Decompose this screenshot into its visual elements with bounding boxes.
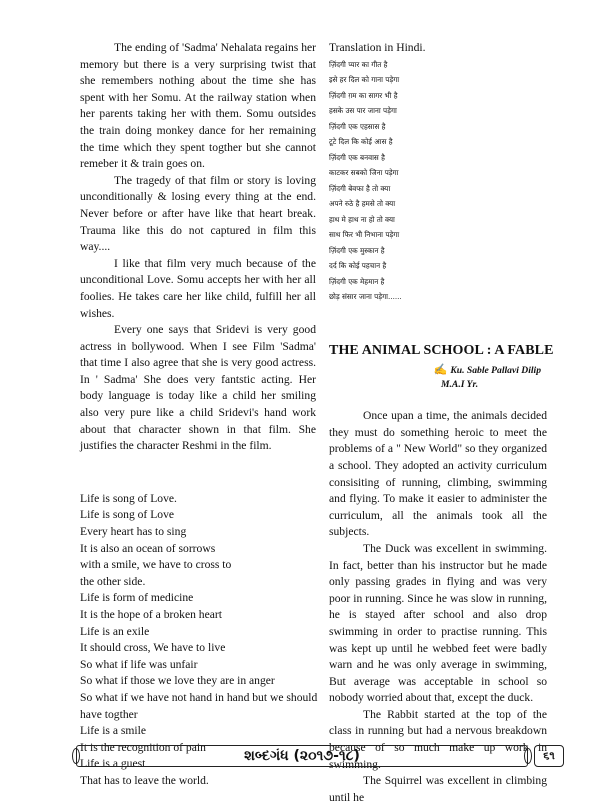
translation-heading: Translation in Hindi.	[329, 41, 426, 54]
hindi-line: दर्द कि कोई पहचान है	[329, 261, 387, 271]
poem-line: It should cross, We have to live	[80, 641, 226, 655]
poem-line: Life is song of Love	[80, 508, 175, 522]
poem-line: So what if we have not hand in hand but we should	[80, 690, 318, 704]
poem-line: Life is a guest	[80, 757, 146, 771]
hindi-line: ज़िंदगी एक बनवास है	[329, 152, 385, 162]
poem-line: So what if life was unfair	[80, 657, 198, 671]
hindi-line: हसके उस पार जाना पड़ेगा	[329, 106, 397, 116]
poem-line: It is the hope of a broken heart	[80, 608, 222, 621]
author-name: Ku. Sable Pallavi Dilip	[450, 365, 541, 377]
hindi-line: टूटे दिल कि कोई आस है	[329, 137, 393, 147]
hindi-line: ज़िंदगी एक मुस्कान है	[329, 245, 385, 255]
hindi-line: काटकर सबको जिना पड़ेगा	[329, 168, 399, 178]
fable-paragraph: The Duck was excellent in swimming. In fact, better than his instructor but he made only passing grades in flying and was very poor in running. Since he was slow in running, he is stayed after school and also drop swimming in order to practise running. This was kept up until he webbed feet were badly warn and he was only average in swimming, But average was acceptable in school so nobody worried about that, except the duck.	[329, 541, 547, 705]
page-footer	[76, 745, 566, 767]
poem-line: So what if those we love they are in anger	[80, 674, 275, 688]
hindi-line: साथ फिर भी निभाना पड़ेगा	[329, 230, 400, 240]
poem-line: That has to leave the world.	[80, 773, 209, 787]
author-class: M.A.I Yr.	[441, 379, 479, 391]
pen-icon: ✍	[433, 364, 448, 377]
fable-paragraph: The Rabbit started at the top of the class in running but had a nervous breakdown because of so much make up work in swimming.	[329, 707, 547, 771]
article-paragraph: Every one says that Sridevi is very good actress in bollywood. When I see Film 'Sadma' that time I also agree that she is very good actress. In ' Sadma' She does very fantstic acting. Her body language is today like a child her smiling also very pure like a child Sridevi's hand work about that character shown in that film. She justifies the character Reshmi in the film.	[80, 323, 316, 453]
poem-line: the other side.	[80, 574, 146, 588]
page-number: ૬૧	[534, 745, 564, 767]
fable-paragraph: Once upan a time, the animals decided they must do something heroic to meet the problems of a " New World" so they organized a school. They adopted an activity curriculum consisiting of running, climbing, swimming and flying. To make it easier to administer the curriculum, all the animals took all the subjects.	[329, 409, 547, 539]
poem-line: It is also an ocean of sorrows	[80, 541, 216, 555]
fable-title: THE ANIMAL SCHOOL : A FABLE	[329, 342, 554, 358]
hindi-line: ज़िंदगी ग़म का सागर भी है	[329, 90, 398, 100]
hindi-line: छोड़ संसार जाना पड़ेगा......	[329, 292, 402, 302]
article-paragraph: I like that film very much because of the unconditional Love. Somu accepts her with her all foolies. He takes care her like child, fulfill her all wishes.	[80, 256, 316, 320]
author-byline	[329, 363, 547, 378]
poem-line: have togther	[80, 707, 138, 721]
hindi-line: ज़िंदगी प्यार का गीत है	[329, 59, 388, 69]
footer-title: શબ્દગંધ (૨૦૧૭-૧૮)	[244, 748, 360, 764]
hindi-poem	[329, 57, 547, 305]
fable-paragraph: The Squirrel was excellent in climbing until he	[329, 774, 547, 804]
hindi-line: हाथ मे हाथ ना हो तो क्या	[329, 214, 395, 224]
article-paragraph: The ending of 'Sadma' Nehalata regains her memory but there is a very surprising twist that she remembers nothing about the time she has spent with her Somu. At the railway station when her parents taking her with them. Somu outsides the train doing monkey dance for her remaining the time which they spent togther but she cannot remeber it & train goes on.	[80, 41, 316, 171]
poem-line: with a smile, we have to cross to	[80, 558, 232, 572]
hindi-line: ज़िंदगी एक मेहमान है	[329, 276, 385, 286]
left-column	[80, 40, 316, 790]
hindi-line: ज़िंदगी बेवफा है तो क्या	[329, 183, 391, 193]
hindi-line: अपने रुठे है हमसे तो क्या	[329, 199, 396, 209]
poem-line: Every heart has to sing	[80, 525, 187, 539]
poem-line: Life is an exile	[80, 624, 150, 638]
poem-line: Life is song of Love.	[80, 491, 177, 505]
poem-line: It is the recognition of pain	[80, 740, 206, 754]
hindi-line: इसे हर दिल को गाना पड़ेगा	[329, 75, 400, 85]
poem-line: Life is a smile	[80, 724, 147, 738]
poem-line: Life is form of medicine	[80, 591, 194, 605]
article-paragraph: The tragedy of that film or story is loving unconditionally & losing every thing at the end. Never before or after have like that heart break. Trauma like this do not captured in film this way....	[80, 173, 316, 254]
hindi-line: ज़िंदगी एक एहसास है	[329, 121, 386, 131]
